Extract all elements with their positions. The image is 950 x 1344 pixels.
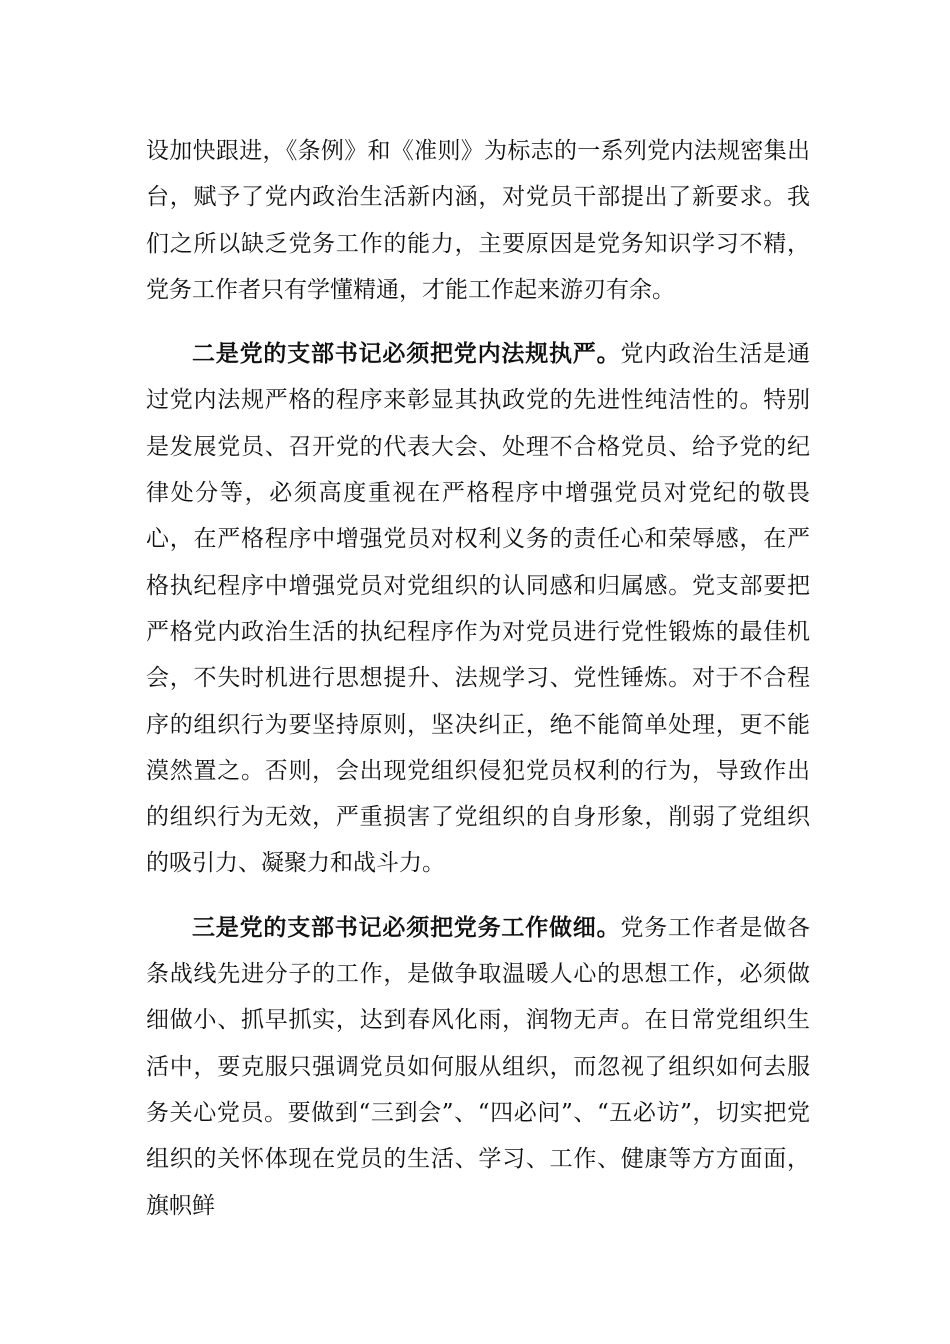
paragraph-3 (146, 905, 810, 1229)
paragraph-2 (146, 331, 810, 887)
paragraph-3-text: 党务工作者是做各条战线先进分子的工作，是做争取温暖人心的思想工作，必须做细做小、抓早抓实，达到春风化雨，润物无声。在日常党组织生活中，要克服只强调党员如何服从组织，而忽视了组织如何去服务关心党员。要做到“三到会”、“四必问”、“五必访”，切实把党组织的关怀体现在党员的生活、学习、工作、健康等方方面面，旗帜鲜 (146, 914, 811, 1219)
paragraph-1-text: 设加快跟进，《条例》和《准则》为标志的一系列党内法规密集出台，赋予了党内政治生活新内涵，对党员干部提出了新要求。我们之所以缺乏党务工作的能力，主要原因是党务知识学习不精，党务工作者只有学懂精通，才能工作起来游刃有余。 (146, 138, 810, 303)
paragraph-3-heading: 三是党的支部书记必须把党务工作做细。 (192, 914, 621, 941)
paragraph-1 (146, 128, 810, 313)
paragraph-2-text: 党内政治生活是通过党内法规严格的程序来彰显其执政党的先进性纯洁性的。特别是发展党员、召开党的代表大会、处理不合格党员、给予党的纪律处分等，必须高度重视在严格程序中增强党员对党纪的敬畏心，在严格程序中增强党员对权利义务的责任心和荣辱感，在严格执纪程序中增强党员对党组织的认同感和归属感。党支部要把严格党内政治生活的执纪程序作为对党员进行党性锻炼的最佳机会，不失时机进行思想提升、法规学习、党性锤炼。对于不合程序的组织行为要坚持原则，坚决纠正，绝不能简单处理，更不能漠然置之。否则，会出现党组织侵犯党员权利的行为，导致作出的组织行为无效，严重损害了党组织的自身形象，削弱了党组织的吸引力、凝聚力和战斗力。 (146, 341, 811, 877)
paragraph-2-heading: 二是党的支部书记必须把党内法规执严。 (192, 341, 621, 368)
document-body (146, 128, 810, 1229)
